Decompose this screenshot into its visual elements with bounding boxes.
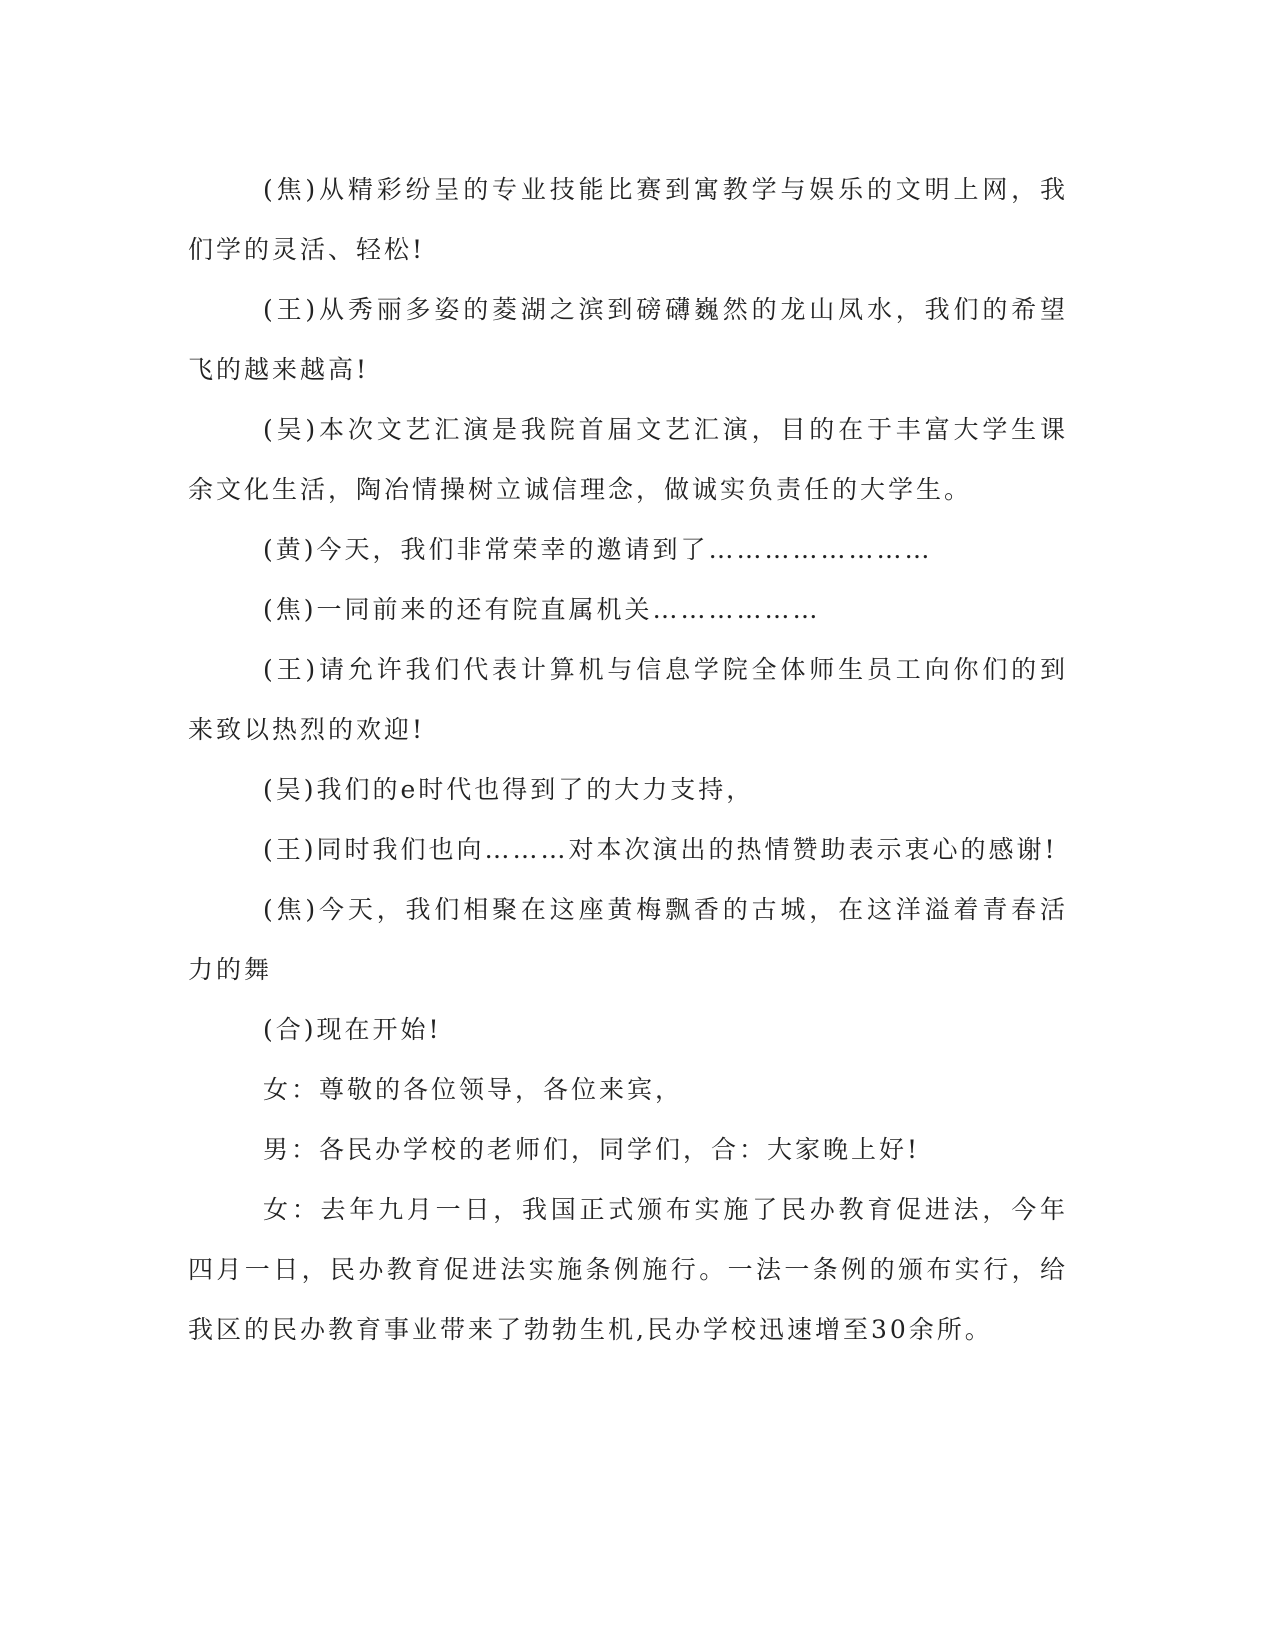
paragraph-13: 女：去年九月一日，我国正式颁布实施了民办教育促进法，今年四月一日，民办教育促进法实施条例施行。一法一条例的颁布实行，给我区的民办教育事业带来了勃勃生机,民办学校迅速增至30余所。 [188,1195,1068,1344]
paragraph-9: (焦)今天，我们相聚在这座黄梅飘香的古城，在这洋溢着青春活力的舞 [188,895,1068,984]
paragraph-11: 女：尊敬的各位领导，各位来宾， [263,1075,684,1104]
paragraph-3: (吴)本次文艺汇演是我院首届文艺汇演，目的在于丰富大学生课余文化生活，陶冶情操树立诚信理念，做诚实负责任的大学生。 [188,415,1068,504]
paragraph-7: (吴)我们的e时代也得到了的大力支持， [263,775,755,804]
paragraph-2: (王)从秀丽多姿的菱湖之滨到磅礴巍然的龙山凤水，我们的希望飞的越来越高! [188,295,1068,384]
paragraph-5: (焦)一同前来的还有院直属机关……………… [263,595,821,624]
paragraph-8: (王)同时我们也向………对本次演出的热情赞助表示衷心的感谢! [263,835,1058,864]
paragraph-10: (合)现在开始! [263,1015,442,1044]
document-body [188,160,1068,1360]
paragraph-12: 男：各民办学校的老师们，同学们，合：大家晚上好! [263,1135,921,1164]
paragraph-6: (王)请允许我们代表计算机与信息学院全体师生员工向你们的到来致以热烈的欢迎! [188,655,1068,744]
paragraph-4: (黄)今天，我们非常荣幸的邀请到了…………………… [263,535,933,564]
paragraph-1: (焦)从精彩纷呈的专业技能比赛到寓教学与娱乐的文明上网，我们学的灵活、轻松! [188,175,1068,264]
